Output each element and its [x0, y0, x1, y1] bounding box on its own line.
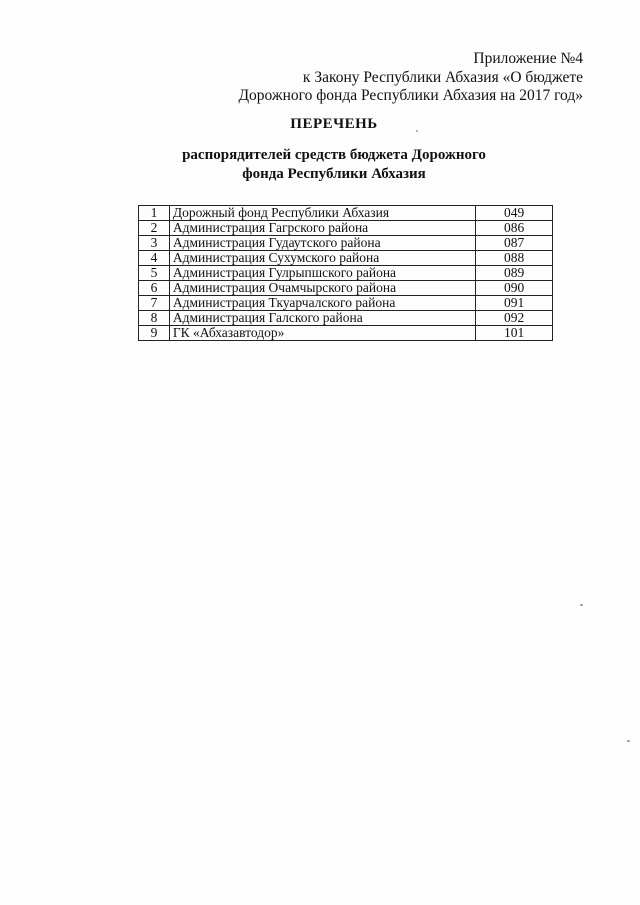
row-number: 8: [139, 311, 170, 326]
manager-code: 088: [476, 251, 553, 266]
scan-speck: [627, 740, 630, 742]
manager-code: 086: [476, 221, 553, 236]
law-reference-line-1: к Закону Республики Абхазия «О бюджете: [302, 68, 583, 86]
table-row: [139, 281, 553, 296]
budget-managers-table: [138, 205, 553, 341]
subtitle-line-2: фонда Республики Абхазия: [242, 166, 426, 182]
manager-name: Администрация Галского района: [169, 311, 475, 326]
manager-name: Администрация Ткуарчалского района: [169, 296, 475, 311]
manager-code: 090: [476, 281, 553, 296]
manager-code: 087: [476, 236, 553, 251]
row-number: 7: [139, 296, 170, 311]
law-reference-line-2: Дорожного фонда Республики Абхазия на 2017 год»: [238, 87, 583, 104]
table-row: [139, 296, 553, 311]
row-number: 4: [139, 251, 170, 266]
table-row: [139, 266, 553, 281]
row-number: 5: [139, 266, 170, 281]
manager-code: 101: [476, 326, 553, 341]
row-number: 2: [139, 221, 170, 236]
manager-name: Администрация Гагрского района: [169, 221, 475, 236]
table-row: [139, 311, 553, 326]
manager-code: 092: [476, 311, 553, 326]
table-row: [139, 206, 553, 221]
table-row: [139, 236, 553, 251]
row-number: 6: [139, 281, 170, 296]
manager-name: ГК «Абхазавтодор»: [169, 326, 475, 341]
manager-name: Администрация Гулрыпшского района: [169, 266, 475, 281]
table-row: [139, 251, 553, 266]
document-subtitle: [0, 146, 640, 184]
appendix-number: Приложение №4: [473, 50, 583, 67]
manager-name: Администрация Очамчырского района: [169, 281, 475, 296]
appendix-header: [238, 50, 583, 106]
manager-name: Администрация Гудаутского района: [169, 236, 475, 251]
manager-name: Администрация Сухумского района: [169, 251, 475, 266]
row-number: 3: [139, 236, 170, 251]
scan-speck: [416, 130, 418, 132]
manager-name: Дорожный фонд Республики Абхазия: [169, 206, 475, 221]
document-title: ПЕРЕЧЕНЬ: [290, 116, 378, 132]
scan-speck: [580, 604, 583, 606]
manager-code: 089: [476, 266, 553, 281]
table-row: [139, 326, 553, 341]
manager-code: 049: [476, 206, 553, 221]
row-number: 9: [139, 326, 170, 341]
manager-code: 091: [476, 296, 553, 311]
row-number: 1: [139, 206, 170, 221]
subtitle-line-1: распорядителей средств бюджета Дорожного: [182, 147, 486, 163]
table-row: [139, 221, 553, 236]
